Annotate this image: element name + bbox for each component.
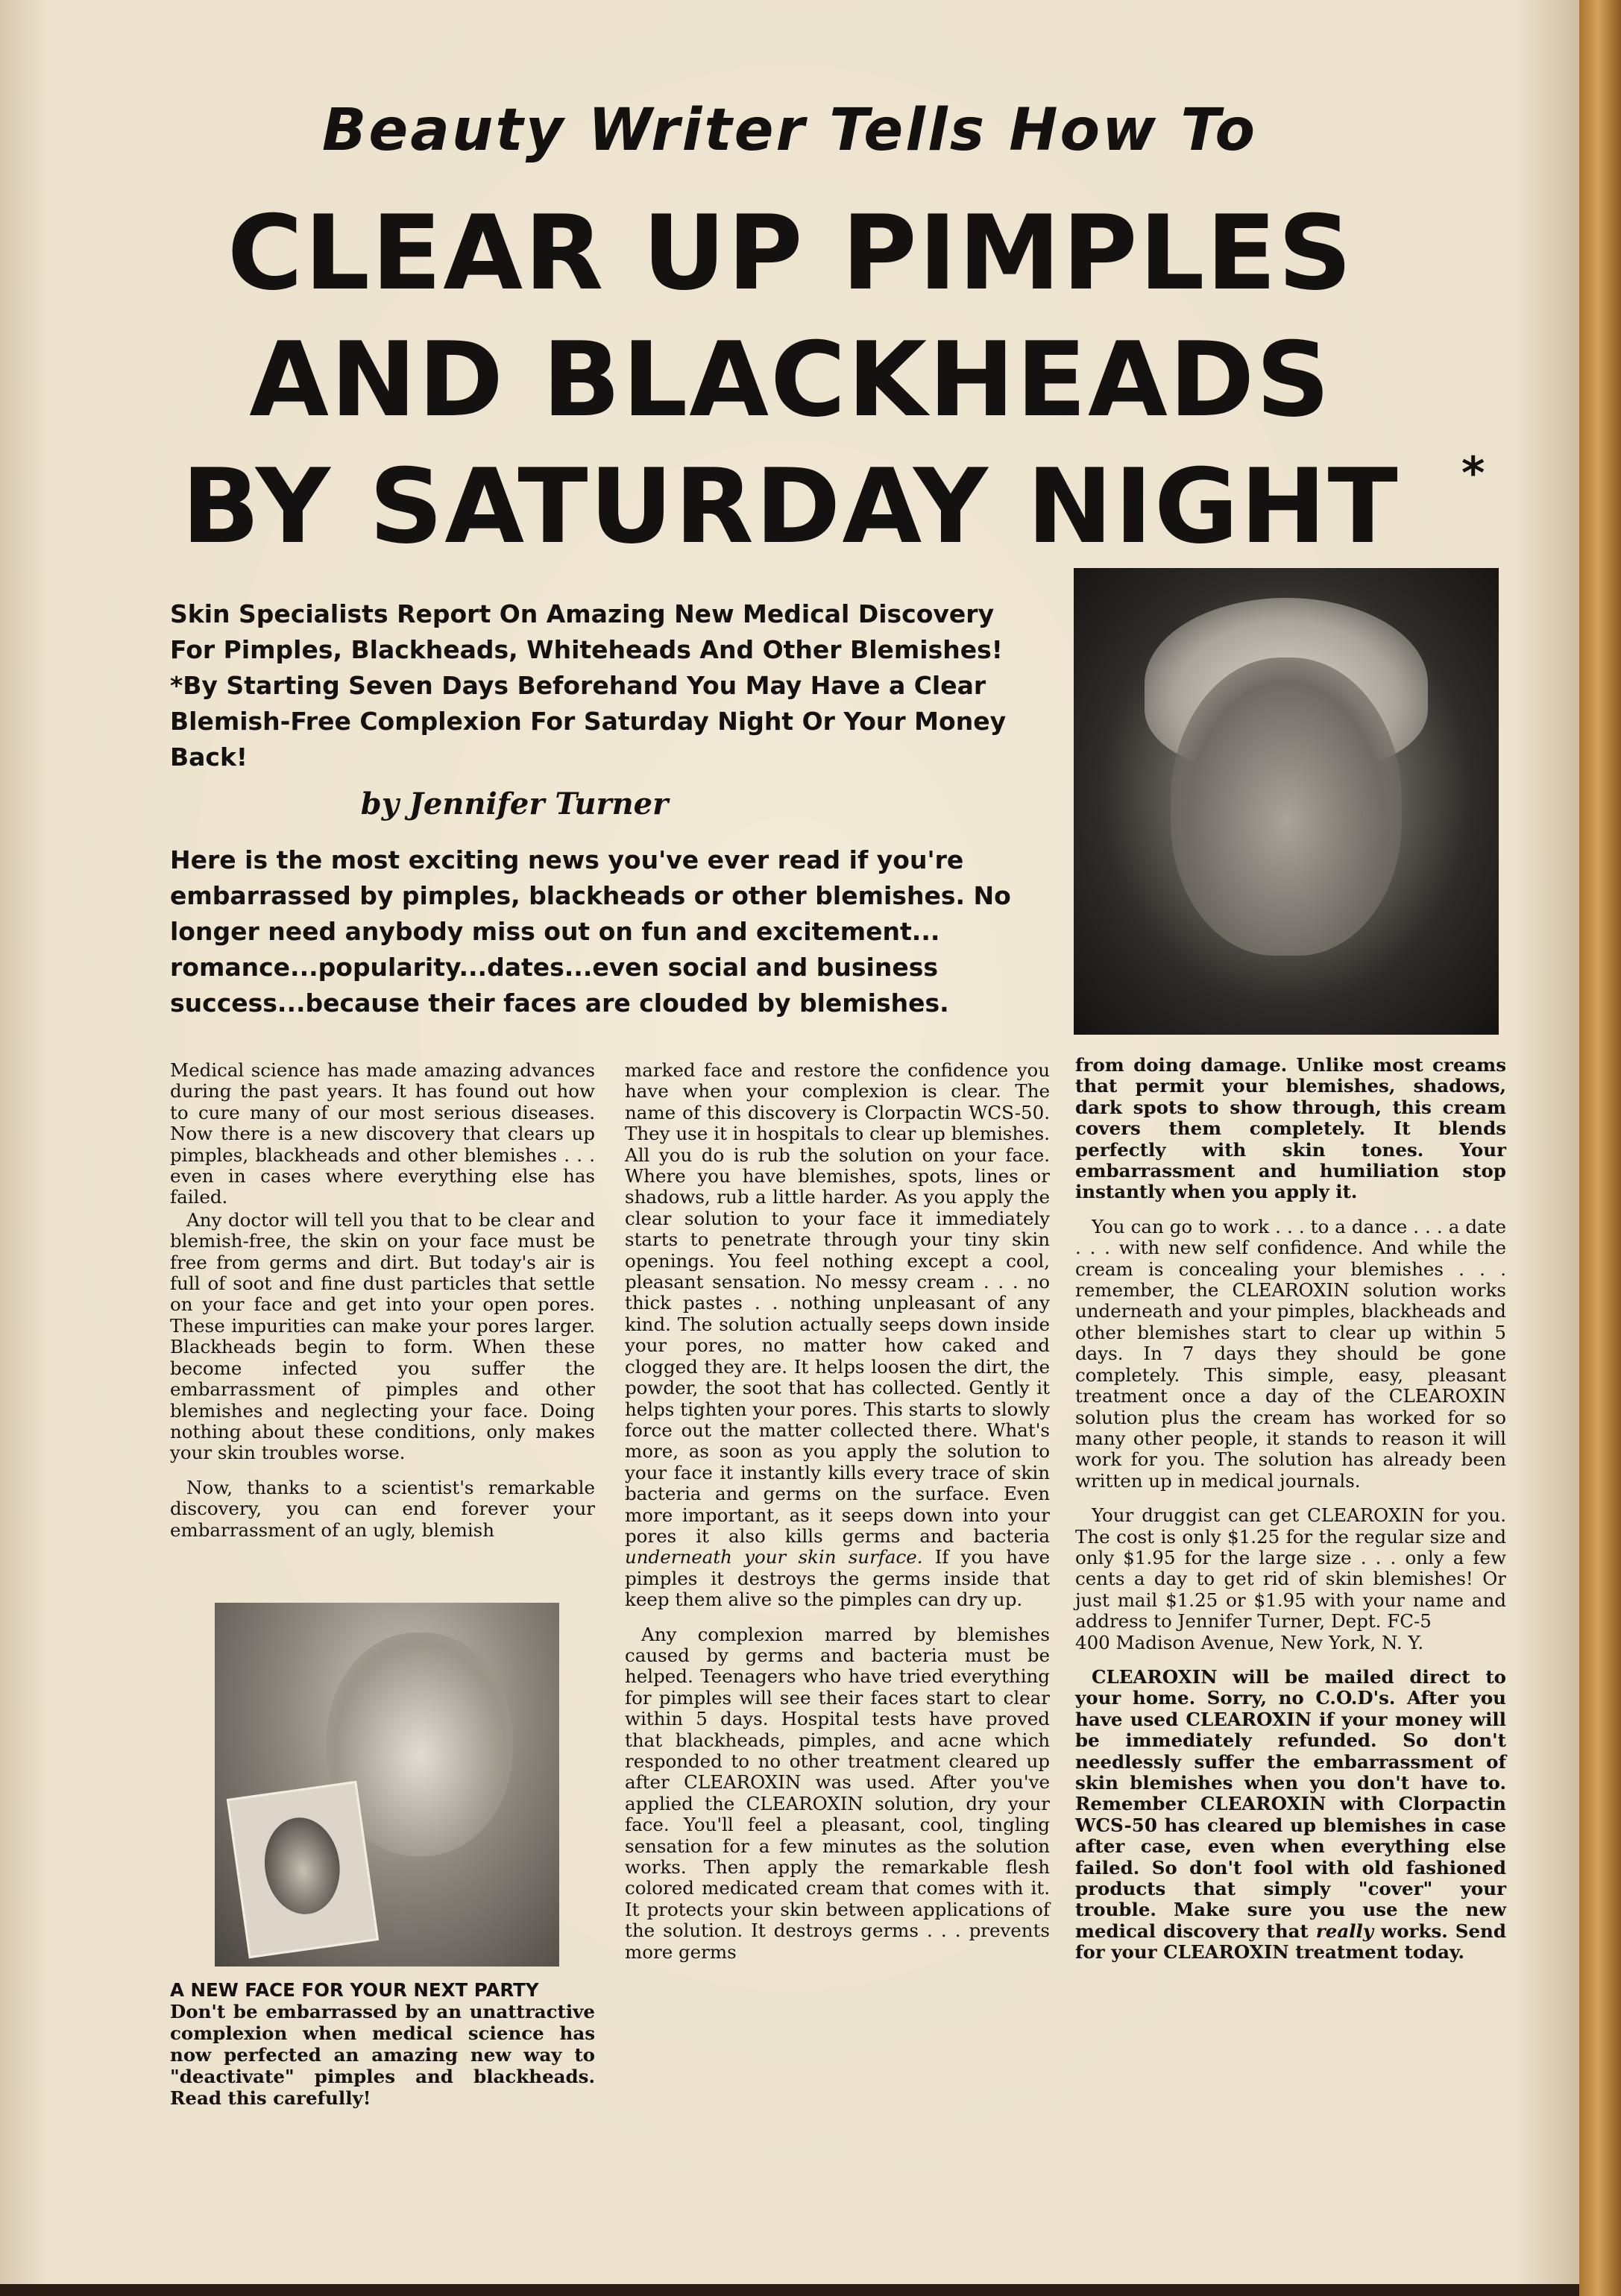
kicker-headline: Beauty Writer Tells How To <box>321 97 1258 164</box>
column3-paragraph-3 <box>1075 1505 1506 1653</box>
article-column-1 <box>170 1060 595 1554</box>
article-column-2 <box>625 1060 1050 1976</box>
headline-asterisk: * <box>1461 447 1485 499</box>
girl-before-after-photo <box>215 1603 559 1967</box>
headline-line-2: AND BLACKHEADS <box>249 320 1332 440</box>
mailing-address: 400 Madison Avenue, New York, N. Y. <box>1075 1631 1424 1653</box>
before-inset-photo <box>227 1781 379 1958</box>
author-portrait-photo <box>1074 568 1499 1035</box>
before-face <box>259 1813 346 1920</box>
portrait-face <box>1171 657 1402 956</box>
binding-spine <box>1579 0 1621 2296</box>
column1-paragraph-3: Now, thanks to a scientist's remarkable discovery, you can end forever your embarrassment of an ugly, blemish <box>170 1476 595 1541</box>
column3-paragraph-4 <box>1075 1667 1506 1964</box>
column3-p4-emphasis: really <box>1315 1920 1374 1942</box>
order-info-text: Your druggist can get CLEAROXIN for you. The cost is only $1.25 for the regular size and only $1.95 for the large size . . . only a few cents a day to get rid of skin blemishes! Or just mail $1.25 or $1.95 with your name and address to Jennifer Turner, Dept. FC-5 <box>1075 1504 1506 1633</box>
column1-paragraph-1: Medical science has made amazing advances during the past years. It has found out how to cure many of our most serious diseases. Now there is a new discovery that clears up pimples, blackheads and other blemishes . . . even in cases where everything else has failed. <box>170 1059 595 1208</box>
column3-paragraph-1: from doing damage. Unlike most creams that permit your blemishes, shadows, dark spots to show through, this cream covers them completely. It blends perfectly with skin tones. Your embarrassment and humiliation stop instantly when you apply it. <box>1075 1054 1506 1203</box>
column3-p4-text-end: works. Send for your CLEAROXIN treatment today. <box>1075 1920 1506 1964</box>
headline-line-3: BY SATURDAY NIGHT <box>181 447 1400 567</box>
headline-line-1: CLEAR UP PIMPLES <box>227 193 1354 313</box>
column2-p1-emphasis: underneath your skin surface. <box>625 1546 923 1568</box>
page-bottom-edge <box>0 2284 1579 2296</box>
subheadline: Skin Specialists Report On Amazing New Medical Discovery For Pimples, Blackheads, Whiteheads And Other Blemishes! *By Starting Seven Days Beforehand You May Have a Clear Blemish-Free Complexion For Saturday Night Or Your Money Back! <box>170 599 1007 772</box>
column1-paragraph-2: Any doctor will tell you that to be clear and blemish-free, the skin on your face must be free from germs and dirt. But today's air is full of soot and fine dust particles that settle on your face and get into your open pores. These impurities can make your pores larger. Blackheads begin to form. When these become infected you suffer the embarrassment of pimples and other blemishes and neglecting your face. Doing nothing about these conditions, only makes your skin troubles worse. <box>170 1208 595 1464</box>
column3-p4-text: CLEAROXIN will be mailed direct to your home. Sorry, no C.O.D's. After you have used CLEAROXIN if your money will be immediately refunded. So don't needlessly suffer the embarrassment of skin blemishes when you don't have to. Remember CLEAROXIN with Clorpactin WCS-50 has cleared up blemishes in case after case, even when everything else failed. So don't fool with old fashioned products that simply "cover" your trouble. Make sure you use the new medical discovery that <box>1075 1665 1506 1942</box>
article-column-3 <box>1075 1055 1506 1977</box>
photo-caption <box>170 1979 595 2109</box>
caption-title: A NEW FACE FOR YOUR NEXT PARTY <box>170 1979 539 2001</box>
column2-p1-text-end: If you have pimples it destroys the germs inside that keep them alive so the pimples can dry up. <box>625 1546 1051 1611</box>
column2-paragraph-2: Any complexion marred by blemishes caused by germs and bacteria must be helped. Teenagers who have tried everything for pimples will see their faces start to clear within 5 days. Hospital tests have proved that blackheads, pimples, and acne which responded to no other treatment cleared up after CLEAROXIN was used. After you've applied the CLEAROXIN solution, dry your face. You'll feel a pleasant, cool, tingling sensation for a few minutes as the solution works. Then apply the remarkable flesh colored medicated cream that comes with it. It protects your skin between applications of the solution. It destroys germs . . . prevents more germs <box>625 1623 1050 1963</box>
intro-paragraph: Here is the most exciting news you've ever read if you're embarrassed by pimples, blackheads or other blemishes. No longer need anybody miss out on fun and excitement... romance...popularity...dates...even social and business success...because their faces are clouded by blemishes. <box>170 845 1011 1018</box>
byline: by Jennifer Turner <box>360 786 669 821</box>
caption-text: Don't be embarrassed by an unattractive complexion when medical science has now perfected an amazing new way to "deactivate" pimples and blackheads. Read this carefully! <box>170 2001 595 2109</box>
column3-paragraph-2: You can go to work . . . to a dance . . . a date . . . with new self confidence. And while the cream is concealing your blemishes . . . remember, the CLEAROXIN solution works underneath and your pimples, blackheads and other blemishes start to clear up within 5 days. In 7 days they should be gone completely. This simple, easy, pleasant treatment once a day of the CLEAROXIN solution plus the cream has worked for so many other people, it stands to reason it will work for you. The solution has already been written up in medical journals. <box>1075 1215 1506 1492</box>
column2-p1-text: marked face and restore the confidence you have when your complexion is clear. The name of this discovery is Clorpactin WCS-50. They use it in hospitals to clear up blemishes. All you do is rub the solution on your face. Where you have blemishes, spots, lines or shadows, rub a little harder. As you apply the clear solution to your face it immediately starts to penetrate through your tiny skin openings. You feel nothing except a cool, pleasant sensation. No messy cream . . . no thick pastes . . nothing unpleasant of any kind. The solution actually seeps down inside your pores, no matter how caked and clogged they are. It helps loosen the dirt, the powder, the soot that has collected. Gently it helps tighten your pores. This starts to slowly force out the matter collected there. What's more, as soon as you apply the solution to your face it instantly kills every trace of skin bacteria and germs on the surface. Even more important, as it seeps down into your pores it also kills germs and bacteria <box>625 1059 1050 1547</box>
column2-paragraph-1 <box>625 1060 1050 1611</box>
